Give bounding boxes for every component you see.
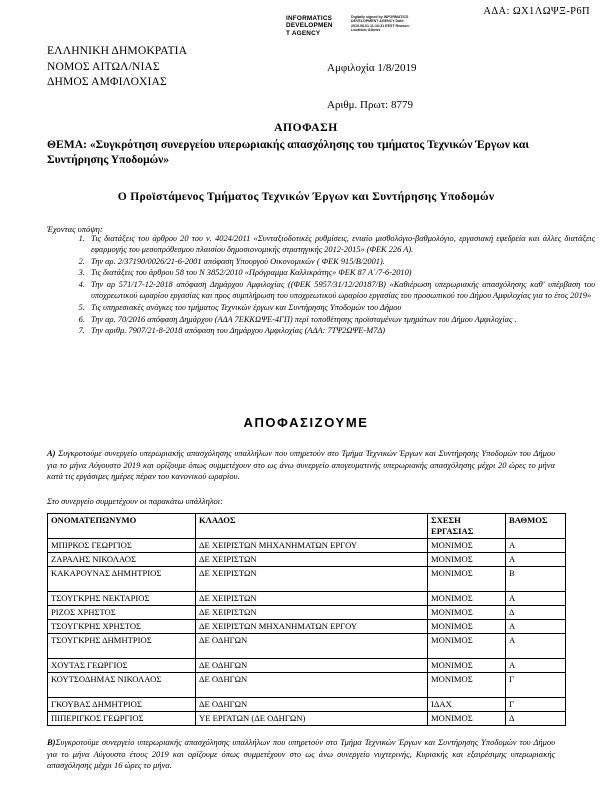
employee-grade: Δ [506,712,566,726]
employee-relation: ΜΟΝΙΜΟΣ [428,553,506,567]
column-header-class: ΚΛΑΔΟΣ [196,514,428,539]
employee-class: ΔΕ ΧΕΙΡΙΣΤΩΝ ΜΗΧΑΝΗΜΑΤΩΝ ΕΡΓΟΥ [196,539,428,553]
table-row [48,553,566,567]
digital-signature-stamp [286,15,417,37]
table-header-row [48,514,566,539]
employee-grade: Α [506,659,566,673]
employee-class: ΔΕ ΟΔΗΓΩΝ [196,698,428,712]
legal-grounds-list [47,233,595,337]
stamp-agency-name [286,15,348,37]
list-item: 4. Την αρ 571/17-12-2018 απόφαση Δημάρχου Αμφιλοχίας ((ΦΕΚ 5957/31/12/20187/Β) «Καθιέρωση υπερωριακής απασχόλησης καθ' υπέρβαση του υποχρεωτικού ωραρίου εργασίας και προς συμπλήρωση του υποχρεωτικού ωραρίου εργασίας του προσωπικού του Δήμου Αμφιλοχίας για το έτος 2019» [87,279,595,301]
stamp-agency-line-1: INFORMATICS [286,15,333,22]
employee-name: ΡΙΖΟΣ ΧΡΗΣΤΟΣ [48,606,196,620]
employee-class: ΔΕ ΧΕΙΡΙΣΤΩΝ ΜΗΧΑΝΗΜΑΤΩΝ ΕΡΓΟΥ [196,620,428,634]
org-line-prefecture: ΝΟΜΟΣ ΑΙΤΩΛ/ΝΙΑΣ [47,59,160,73]
employee-grade: Α [506,592,566,606]
org-line-republic: ΕΛΛΗΝΙΚΗ ΔΗΜΟΚΡΑΤΙΑ [47,44,188,57]
employee-name: ΧΟΥΤΑΣ ΓΕΩΡΓΙΟΣ [48,659,196,673]
letterhead-organization [47,43,187,90]
employee-name: ΜΠΙΡΚΟΣ ΓΕΩΡΓΙΟΣ [48,539,196,553]
paragraph-a-lead: Α) [47,448,56,458]
paragraph-a [47,448,555,483]
employee-grade: Γ [506,673,566,698]
employee-class: ΔΕ ΧΕΙΡΙΣΤΩΝ [196,592,428,606]
issuing-authority: Ο Προϊστάμενος Τμήματος Τεχνικών Έργων και Συντήρησης Υποδομών [117,190,495,203]
paragraph-a-text: Συγκροτούμε συνεργείο υπερωριακής απασχόλησης υπαλλήλων που υπηρετούν στο Τμήμα Τεχνικών Έργων και Συντήρησης Υποδομών του Δήμου για το μήνα Αύγουστο 2019 και ορίζουμε όπως συμμετέχουν στο ως άνω συνεργείο απογευματινής υπερωριακής απασχόλησης μέχρι 20 ώρες το μήνα κατά τις εργάσιμες ημέρες πέραν του κανονικού ωραρίου. [47,448,555,481]
employee-grade: Α [506,553,566,567]
list-item: 7. Την αριθμ. 7907/21-8-2018 απόφαση του Δημάρχου Αμφιλοχίας (ΑΔΑ: 7ΤΨ2ΩΨΕ-Μ7Δ) [87,325,595,336]
stamp-signature-detail: Digitally signed by INFORMATICS DEVELOPMENT AGENCY Date: 2019.08.01 11:16:31 EEST Reason: Location: Athens [351,15,410,32]
employee-name: ΓΚΟΥΒΑΣ ΔΗΜΗΤΡΙΟΣ [48,698,196,712]
paragraph-b-lead: Β) [47,737,56,747]
employee-name: ΠΙΠΕΡΙΓΚΟΣ ΓΕΩΡΓΙΟΣ [48,712,196,726]
table-row [48,698,566,712]
employee-grade: Β [506,567,566,592]
list-item: 6. Την αρ. 70/2016 απόφαση Δημάρχου (ΑΔΑ 7ΕΚΚΩΨΕ-4ΓΠ) περί τοποθέτησης προϊσταμένων τμημάτων του Δήμου Αμφιλοχίας . [87,314,595,325]
employee-class: ΥΕ ΕΡΓΑΤΩΝ (ΔΕ ΟΔΗΓΩΝ) [196,712,428,726]
employee-name: ΤΣΟΥΓΚΡΗΣ ΧΡΗΣΤΟΣ [48,620,196,634]
column-header-relation: ΣΧΕΣΗ ΕΡΓΑΣΙΑΣ [428,514,506,539]
stamp-agency-line-3: T AGENCY [286,29,321,37]
employee-relation: ΜΟΝΙΜΟΣ [428,712,506,726]
employee-name: ΤΣΟΥΓΚΡΗΣ ΝΕΚΤΑΡΙΟΣ [48,592,196,606]
employee-grade: Α [506,620,566,634]
subject-block [47,137,547,167]
decision-heading: ΑΠΟΦΑΣΙΖΟΥΜΕ [243,415,369,430]
employee-relation: ΜΟΝΙΜΟΣ [428,592,506,606]
employee-relation: ΜΟΝΙΜΟΣ [428,634,506,659]
place-and-date: Αμφιλοχία 1/8/2019 [327,62,417,74]
column-header-name: ΟΝΟΜΑΤΕΠΩΝΥΜΟ [48,514,196,539]
employee-relation: ΜΟΝΙΜΟΣ [428,539,506,553]
paragraph-a-subtext: Στο συνεργείο συμμετέχουν οι παρακάτω υπάλληλοι: [47,496,223,506]
employee-relation: ΜΟΝΙΜΟΣ [428,659,506,673]
employee-relation: ΜΟΝΙΜΟΣ [428,620,506,634]
table-row [48,620,566,634]
employee-class: ΔΕ ΧΕΙΡΙΣΤΩΝ [196,553,428,567]
org-line-municipality: ΔΗΜΟΣ ΑΜΦΙΛΟΧΙΑΣ [47,75,167,89]
table-row [48,712,566,726]
table-row [48,539,566,553]
employee-name: ΤΣΟΥΓΚΡΗΣ ΔΗΜΗΤΡΙΟΣ [48,634,196,659]
table-row [48,659,566,673]
list-item: 3. Τις διατάξεις του άρθρου 58 του Ν 3852/2010 «Πρόγραμμα Καλλικράτης» ΦΕΚ 87 Α΄/7-6-2010) [87,267,595,278]
employee-name: ΖΑΡΑΛΗΣ ΝΙΚΟΛΑΟΣ [48,553,196,567]
employee-grade: Α [506,634,566,659]
protocol-number: Αριθμ. Πρωτ: 8779 [327,99,413,111]
column-header-grade: ΒΑΘΜΟΣ [506,514,566,539]
employee-name: ΚΟΥΤΣΟΔΗΜΑΣ ΝΙΚΟΛΑΟΣ [48,673,196,698]
subject-text: «Συγκρότηση συνεργείου υπερωριακής απασχόλησης του τμήματος Τεχνικών Έργων και Συντήρησης Υποδομών» [47,138,529,166]
employee-relation: ΙΔΑΧ [428,698,506,712]
stamp-agency-line-2: DEVELOPMEN [286,22,333,30]
employee-class: ΔΕ ΟΔΗΓΩΝ [196,634,428,659]
table-row [48,634,566,659]
having-regard-label: Έχοντας υπόψη: [47,224,103,234]
table-row [48,606,566,620]
paragraph-b [47,737,555,772]
paragraph-b-text: Συγκροτούμε συνεργείο υπερωριακής απασχόλησης υπαλλήλων που υπηρετούν στο Τμήμα Τεχνικών Έργων και Συντήρησης Υποδομών του Δήμου για το μήνα Αύγουστο έτους 2019 και ορίζουμε όπως συμμετέχουν στο ως άνω συνεργείο νυχτερινής, Κυριακής και εξαιρέσιμης υπερωριακής απασχόλησης μέχρι 16 ώρες το μήνα. [47,737,555,770]
table-row [48,592,566,606]
table-row [48,567,566,592]
employee-grade: Γ [506,698,566,712]
employee-grade: Α [506,539,566,553]
employee-grade: Δ [506,606,566,620]
table-row [48,673,566,698]
ada-reference: ΑΔΑ: ΩΧ1ΛΩΨΞ-Ρ6Π [483,6,590,17]
employee-class: ΔΕ ΟΔΗΓΩΝ [196,673,428,698]
subject-label: ΘΕΜΑ: [47,138,87,151]
list-item: 1. Τις διατάξεις του άρθρου 20 του ν. 4024/2011 «Συνταξιοδοτικές ρυθμίσεις, ενιαίο μισθολόγιο-βαθμολόγιο, εργασιακή εφεδρεία και άλλες διατάξεις εφαρμογής του μεσοπρόθεσμου πλαισίου δημοσιονομικής στρατηγικής 2012-2015» (ΦΕΚ 226 Α). [87,233,595,255]
document-title: ΑΠΟΦΑΣΗ [274,122,338,134]
employee-relation: ΜΟΝΙΜΟΣ [428,567,506,592]
staff-table [47,513,566,726]
employee-class: ΔΕ ΧΕΙΡΙΣΤΩΝ [196,606,428,620]
employee-name: ΚΑΚΑΡΟΥΝΑΣ ΔΗΜΗΤΡΙΟΣ [48,567,196,592]
employee-relation: ΜΟΝΙΜΟΣ [428,673,506,698]
employee-class: ΔΕ ΧΕΙΡΙΣΤΩΝ [196,567,428,592]
list-item: 2. Την αρ. 2/37190/0026/21-6-2001 απόφαση Υπουργού Οικονομικών ( ΦΕΚ 915/Β/2001). [87,256,595,267]
staff-table-body [48,539,566,726]
employee-relation: ΜΟΝΙΜΟΣ [428,606,506,620]
list-item: 5. Τις υπηρεσιακές ανάγκες του τμήματος Τεχνικών έργων και Συντήρησης Υποδομών του Δήμου [87,302,595,313]
employee-class: ΔΕ ΟΔΗΓΩΝ [196,659,428,673]
